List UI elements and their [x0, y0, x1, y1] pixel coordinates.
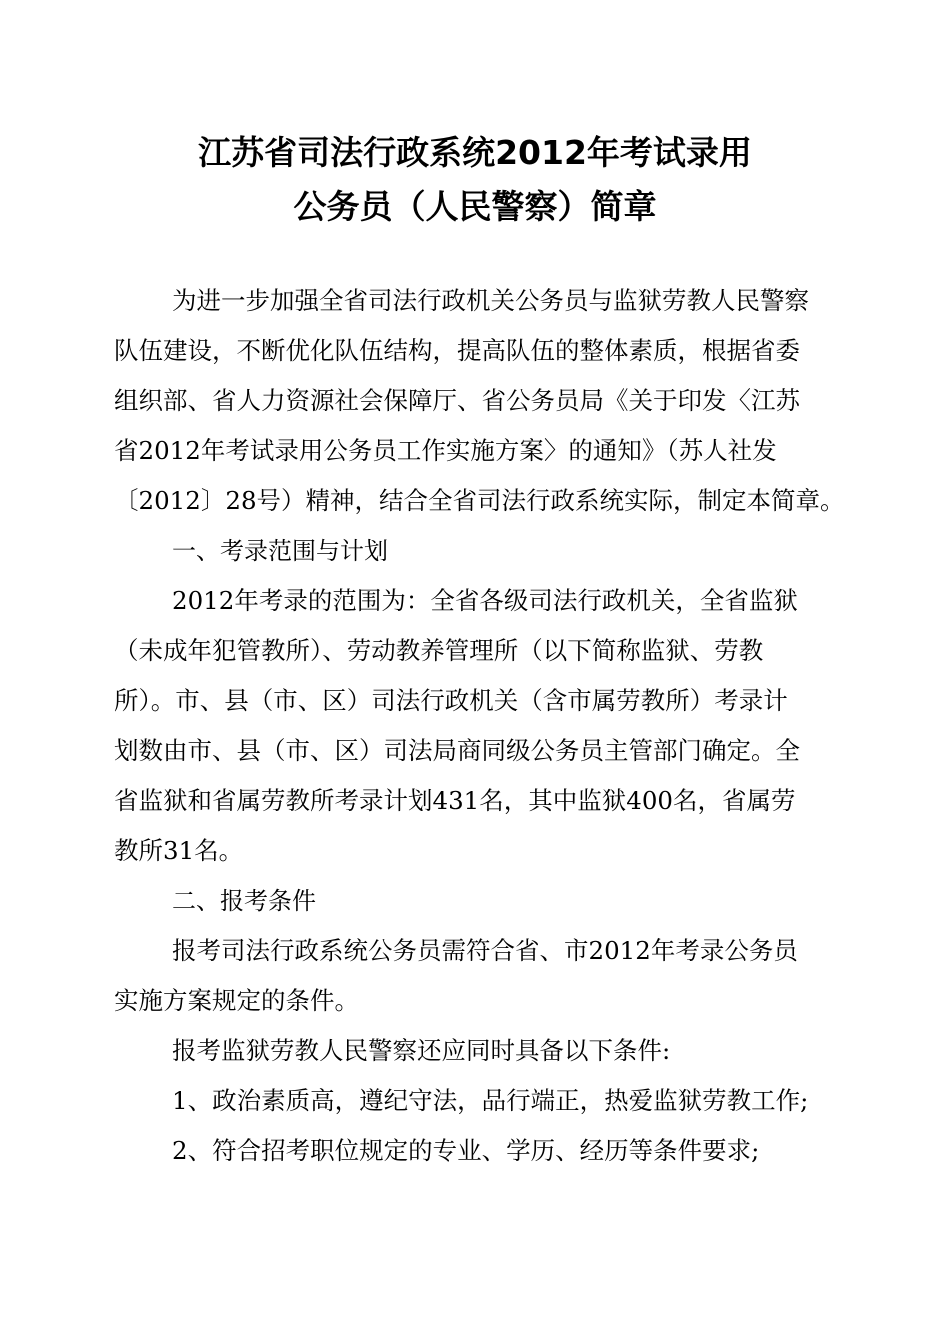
section2-heading: 二、报考条件: [172, 887, 316, 915]
document-title-line1: 江苏省司法行政系统2012年考试录用: [198, 133, 752, 172]
section1-line-1: 2012年考录的范围为：全省各级司法行政机关，全省监狱: [172, 586, 798, 615]
section2-item-1: 1、政治素质高，遵纪守法，品行端正，热爱监狱劳教工作;: [172, 1086, 809, 1115]
section1-line-6: 教所31名。: [114, 836, 244, 865]
intro-line-5: 〔2012〕28号）精神，结合全省司法行政系统实际，制定本简章。: [114, 486, 845, 515]
section1-line-2: （未成年犯管教所）、劳动教养管理所（以下简称监狱、劳教: [114, 636, 764, 665]
section1-line-5: 省监狱和省属劳教所考录计划431名，其中监狱400名，省属劳: [114, 786, 796, 815]
section2-para1-line-2: 实施方案规定的条件。: [114, 986, 359, 1015]
section1-line-3: 所）。市、县（市、区）司法行政机关（含市属劳教所）考录计: [114, 686, 788, 715]
section1-line-4: 划数由市、县（市、区）司法局商同级公务员主管部门确定。全: [114, 736, 800, 765]
intro-line-3: 组织部、省人力资源社会保障厅、省公务员局《关于印发〈江苏: [114, 386, 800, 415]
section2-item-2: 2、符合招考职位规定的专业、学历、经历等条件要求;: [172, 1136, 760, 1165]
intro-line-1: 为进一步加强全省司法行政机关公务员与监狱劳教人民警察: [172, 286, 809, 315]
intro-line-2: 队伍建设，不断优化队伍结构，提高队伍的整体素质，根据省委: [114, 336, 800, 365]
section1-heading: 一、考录范围与计划: [172, 537, 388, 565]
section2-para1-line-1: 报考司法行政系统公务员需符合省、市2012年考录公务员: [172, 936, 798, 965]
document-title-line2: 公务员（人民警察）简章: [293, 187, 657, 226]
intro-line-4: 省2012年考试录用公务员工作实施方案〉的通知》（苏人社发: [114, 436, 777, 465]
section2-para2: 报考监狱劳教人民警察还应同时具备以下条件:: [172, 1036, 671, 1065]
